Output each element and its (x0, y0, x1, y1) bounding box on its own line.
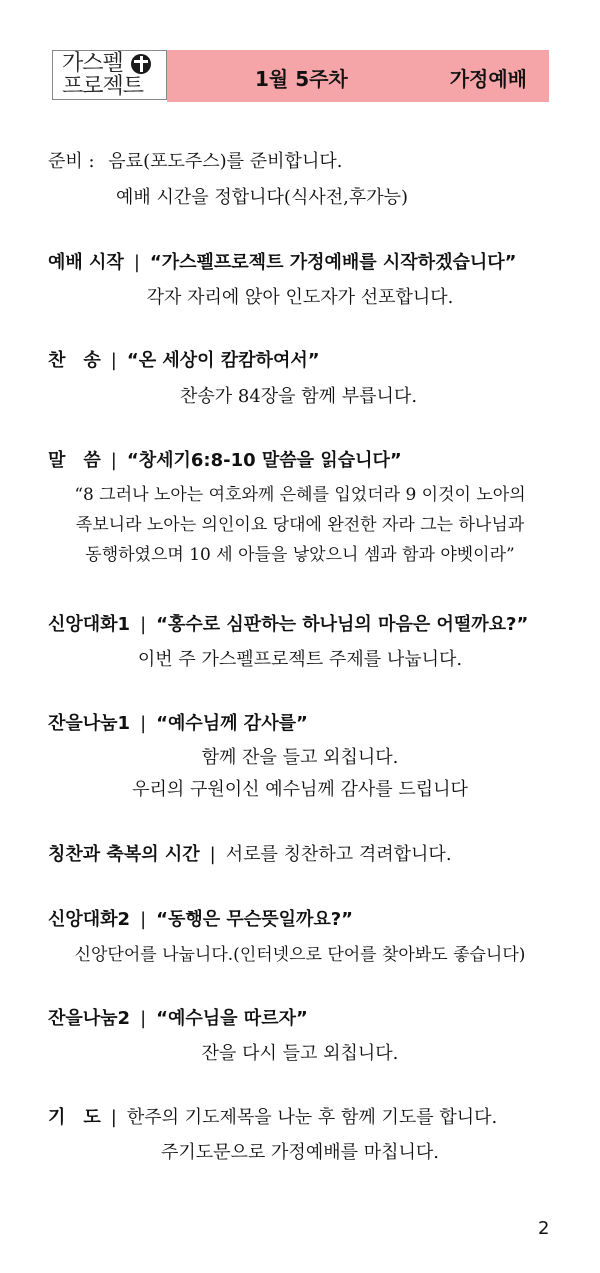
cup2-title: 잔을나눔2 (48, 1008, 131, 1029)
opening-quote: “가스펠프로젝트 가정예배를 시작하겠습니다” (149, 252, 517, 273)
talk1-heading (48, 612, 528, 638)
cup1-line-2: 우리의 구원이신 예수님께 감사를 드립니다 (132, 779, 468, 800)
prayer-line-1: 주기도문으로 가정예배를 마칩니다. (161, 1142, 439, 1163)
talk2-heading (48, 907, 353, 933)
prayer-title: 기 도 (48, 1107, 101, 1128)
praise-title: 칭찬과 축복의 시간 (48, 844, 200, 865)
prayer-text: 한주의 기도제목을 나눈 후 함께 기도를 합니다. (126, 1107, 498, 1128)
opening-line-1: 각자 자리에 앉아 인도자가 선포합니다. (146, 287, 454, 308)
logo (52, 50, 167, 100)
opening-heading (48, 250, 516, 276)
prep-line-2: 예배 시간을 정합니다(식사전,후가능) (116, 187, 409, 208)
separator: | (110, 350, 117, 371)
cup2-quote: “예수님을 따르자” (156, 1008, 308, 1029)
prep-line-1 (48, 149, 342, 175)
cup1-line-1: 함께 잔을 들고 외칩니다. (201, 747, 399, 768)
talk2-title: 신앙대화2 (48, 909, 131, 930)
cross-icon (131, 54, 151, 74)
logo-text-top: 가스펠 (62, 51, 123, 76)
logo-text-bottom: 프로젝트 (62, 74, 144, 99)
word-heading (48, 448, 402, 474)
talk1-line-1: 이번 주 가스펠프로젝트 주제를 나눕니다. (137, 649, 463, 670)
week-label: 1월 5주차 (255, 67, 348, 91)
separator: | (140, 909, 147, 930)
page-number: 2 (538, 1218, 550, 1239)
word-quote: “창세기6:8-10 말씀을 읽습니다” (126, 450, 402, 471)
separator: | (140, 1008, 147, 1029)
cup1-quote: “예수님께 감사를” (156, 713, 308, 734)
praise-text: 서로를 칭찬하고 격려합니다. (225, 844, 452, 865)
word-line-3: 동행하였으며 10 세 아들을 낳았으니 셈과 함과 야벳이라” (85, 545, 515, 565)
separator: | (110, 450, 117, 471)
title-bar (167, 50, 549, 102)
hymn-line-1: 찬송가 84장을 함께 부릅니다. (180, 386, 418, 407)
hymn-heading (48, 348, 320, 374)
opening-title: 예배 시작 (48, 252, 124, 273)
cup2-heading (48, 1006, 308, 1032)
talk2-line-1: 신앙단어를 나눕니다.(인터넷으로 단어를 찾아봐도 좋습니다) (74, 945, 526, 965)
cup1-heading (48, 711, 308, 737)
word-title: 말 씀 (48, 450, 101, 471)
separator: | (209, 844, 216, 865)
word-line-1: “8 그러나 노아는 여호와께 은혜를 입었더라 9 이것이 노아의 (74, 485, 526, 505)
talk1-quote: “홍수로 심판하는 하나님의 마음은 어떨까요?” (156, 614, 529, 635)
prep-label: 준비 : (48, 151, 95, 172)
hymn-quote: “온 세상이 캄캄하여서” (126, 350, 320, 371)
prayer-heading (48, 1105, 497, 1131)
praise-heading (48, 842, 452, 868)
word-line-2: 족보니라 노아는 의인이요 당대에 완전한 자라 그는 하나님과 (75, 515, 525, 535)
cup1-title: 잔을나눔1 (48, 713, 131, 734)
hymn-title: 찬 송 (48, 350, 101, 371)
separator: | (110, 1107, 117, 1128)
cup2-line-1: 잔을 다시 들고 외칩니다. (201, 1043, 399, 1064)
separator: | (133, 252, 140, 273)
separator: | (140, 614, 147, 635)
talk2-quote: “동행은 무슨뜻일까요?” (156, 909, 354, 930)
header (52, 50, 549, 102)
separator: | (140, 713, 147, 734)
prep-text-1: 음료(포도주스)를 준비합니다. (108, 151, 343, 172)
talk1-title: 신앙대화1 (48, 614, 131, 635)
service-label: 가정예배 (449, 67, 527, 91)
